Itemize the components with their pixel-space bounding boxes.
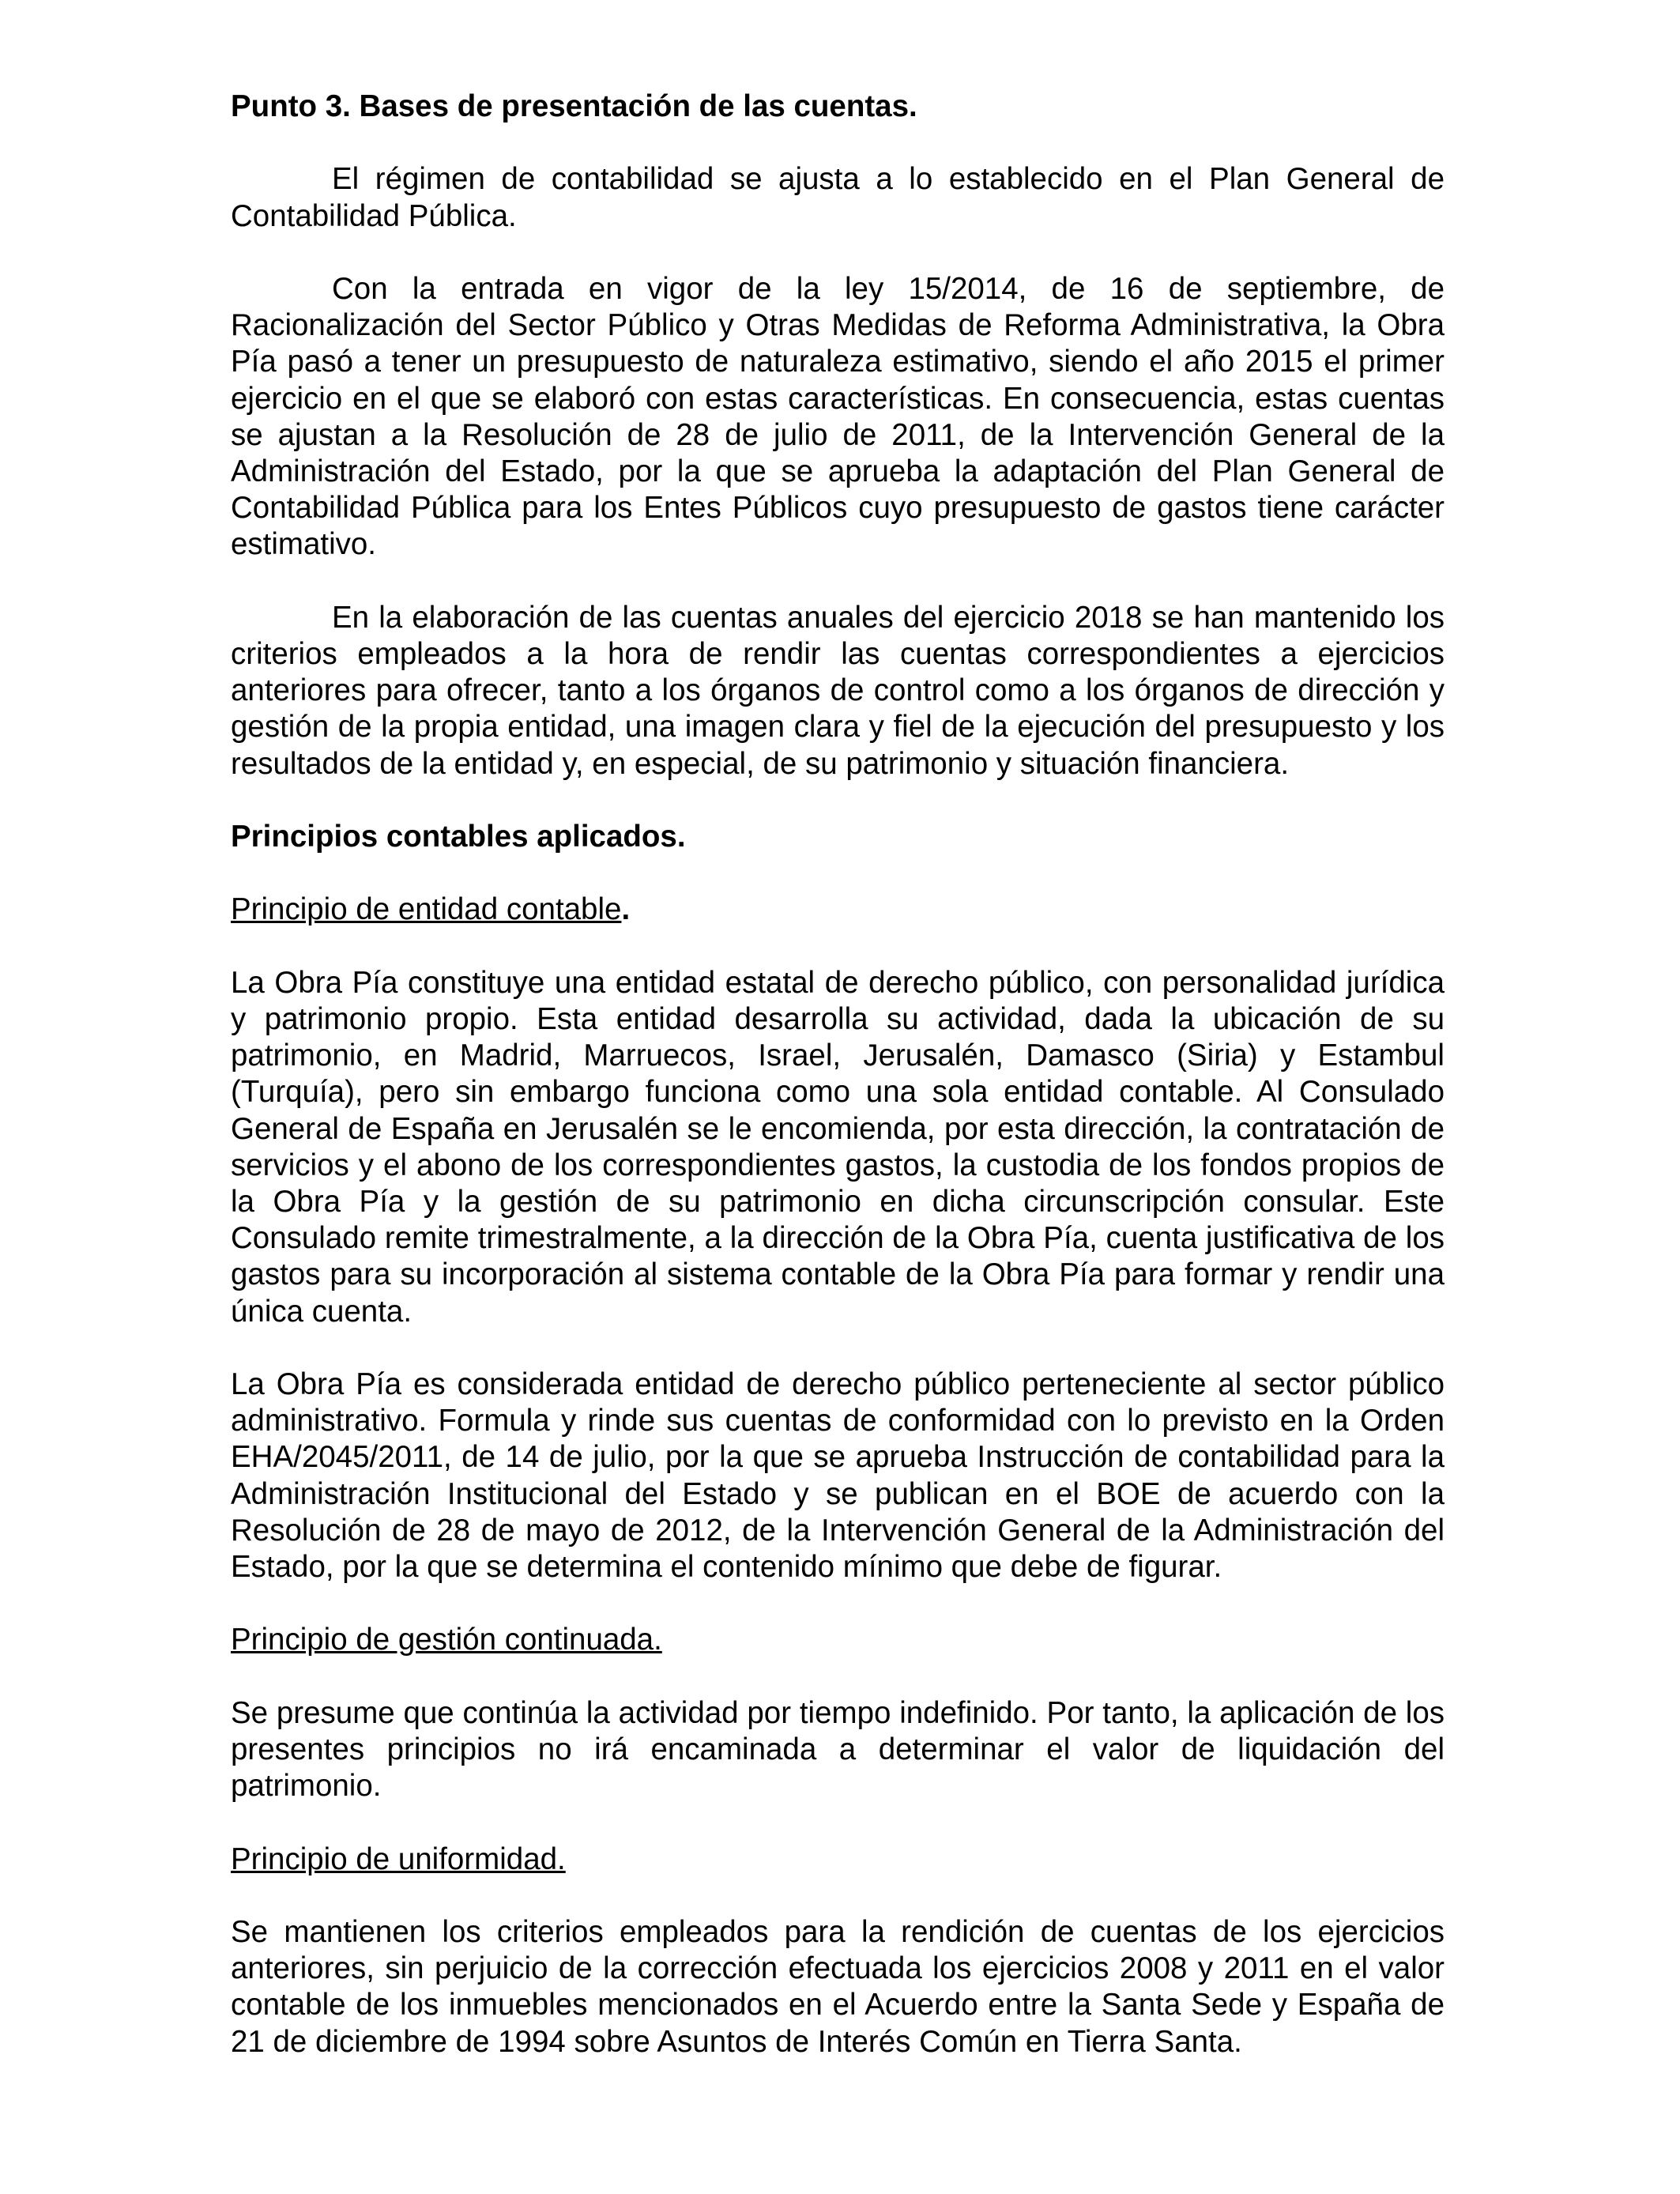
paragraph-entidad-2: La Obra Pía es considerada entidad de derecho público perteneciente al sector público administrativo. Formula y rinde sus cuentas de conformidad con lo previsto en la Orden EHA/2045/2011, de 14 de julio, por la que se aprueba Instrucción de contabilidad para la Administración Institucional del Estado y se publican en el BOE de acuerdo con la Resolución de 28 de mayo de 2012, de la Intervención General de la Administración del Estado, por la que se determina el contenido mínimo que debe de figurar. — [231, 1367, 1445, 1585]
paragraph-ley: Con la entrada en vigor de la ley 15/2014, de 16 de septiembre, de Racionalización del Sector Público y Otras Medidas de Reforma Administrativa, la Obra Pía pasó a tener un presupuesto de naturaleza estimativo, siendo el año 2015 el primer ejercicio en el que se elaboró con estas características. En consecuencia, estas cuentas se ajustan a la Resolución de 28 de julio de 2011, de la Intervención General de la Administración del Estado, por la que se aprueba la adaptación del Plan General de Contabilidad Pública para los Entes Públicos cuyo presupuesto de gastos tiene carácter estimativo. — [231, 271, 1445, 562]
principios-title: Principios contables aplicados. — [231, 820, 686, 854]
document-page — [231, 89, 1445, 2097]
subheading-uniformidad-text: Principio de uniformidad. — [231, 1842, 566, 1876]
subheading-gestion — [231, 1622, 1445, 1658]
paragraph-uniformidad: Se mantienen los criterios empleados para la rendición de cuentas de los ejercicios anteriores, sin perjuicio de la corrección efectuada los ejercicios 2008 y 2011 en el valor contable de los inmuebles mencionados en el Acuerdo entre la Santa Sede y España de 21 de diciembre de 1994 sobre Asuntos de Interés Común en Tierra Santa. — [231, 1914, 1445, 2059]
paragraph-elaboracion: En la elaboración de las cuentas anuales del ejercicio 2018 se han mantenido los criterios empleados a la hora de rendir las cuentas correspondientes a ejercicios anteriores para ofrecer, tanto a los órganos de control como a los órganos de dirección y gestión de la propia entidad, una imagen clara y fiel de la ejecución del presupuesto y los resultados de la entidad y, en especial, de su patrimonio y situación financiera. — [231, 600, 1445, 781]
paragraph-entidad-1: La Obra Pía constituye una entidad estatal de derecho público, con personalidad jurídica y patrimonio propio. Esta entidad desarrolla su actividad, dada la ubicación de su patrimonio, en Madrid, Marruecos, Israel, Jerusalén, Damasco (Siria) y Estambul (Turquía), pero sin embargo funciona como una sola entidad contable. Al Consulado General de España en Jerusalén se le encomienda, por esta dirección, la contratación de servicios y el abono de los correspondientes gastos, la custodia de los fondos propios de la Obra Pía y la gestión de su patrimonio en dicha circunscripción consular. Este Consulado remite trimestralmente, a la dirección de la Obra Pía, cuenta justificativa de los gastos para su incorporación al sistema contable de la Obra Pía para formar y rendir una única cuenta. — [231, 965, 1445, 1329]
subheading-uniformidad — [231, 1842, 1445, 1878]
subheading-entidad-dot: . — [621, 892, 631, 927]
subheading-gestion-text: Principio de gestión continuada. — [231, 1623, 662, 1657]
paragraph-regimen: El régimen de contabilidad se ajusta a lo establecido en el Plan General de Contabilidad Pública. — [231, 162, 1445, 233]
subheading-entidad-text: Principio de entidad contable — [231, 892, 622, 927]
section-title: Punto 3. Bases de presentación de las cuentas. — [231, 89, 917, 123]
subheading-entidad — [231, 892, 1445, 928]
paragraph-gestion: Se presume que continúa la actividad por tiempo indefinido. Por tanto, la aplicación de los presentes principios no irá encaminada a determinar el valor de liquidación del patrimonio. — [231, 1695, 1445, 1804]
